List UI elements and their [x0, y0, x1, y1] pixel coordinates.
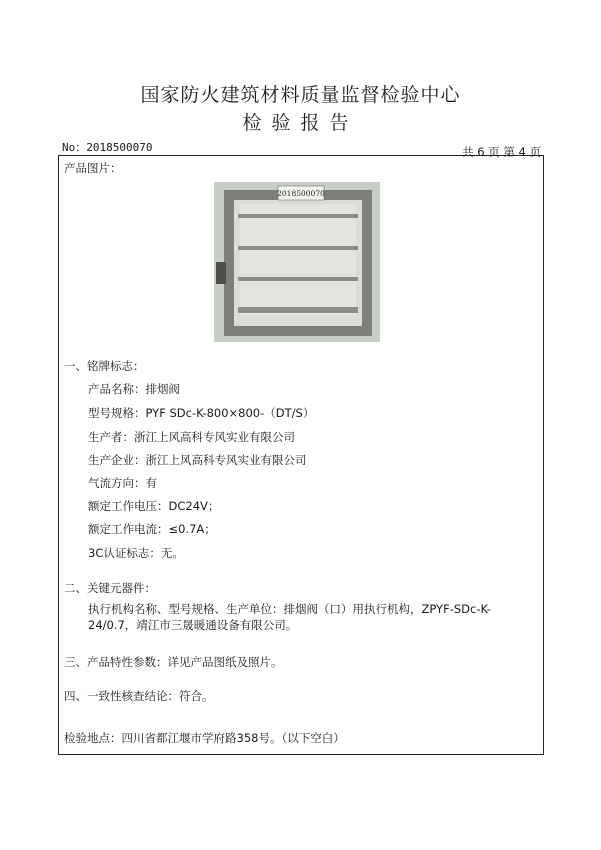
cert-mark: 3C认证标志：无。 [88, 546, 184, 560]
characteristics: 三、产品特性参数：详见产品图纸及照片。 [64, 655, 283, 669]
product-photo [214, 182, 380, 342]
org-title: 国家防火建筑材料质量监督检验中心 [140, 84, 461, 106]
airflow: 气流方向：有 [88, 476, 157, 490]
model-spec: 型号规格：PYF SDc-K-800×800-（DT/S） [88, 406, 315, 420]
voltage: 额定工作电压：DC24V； [88, 499, 220, 513]
enterprise: 生产企业：浙江上风高科专风实业有限公司 [88, 453, 307, 467]
producer: 生产者：浙江上风高科专风实业有限公司 [88, 430, 295, 444]
components-text: 执行机构名称、型号规格、生产单位：排烟阀（口）用执行机构，ZPYF-SDc-K-24/0.7，靖江市三晟暖通设备有限公司。 [88, 602, 491, 632]
report-number: No：2018500070 [62, 141, 153, 154]
nameplate-heading: 一、铭牌标志： [64, 359, 145, 373]
report-title: 检验报告 [242, 112, 359, 134]
page-info: 共 6 页 第 4 页 [462, 145, 541, 159]
photo-label: 产品图片： [64, 161, 122, 175]
location: 检验地点：四川省都江堰市学府路358号。（以下空白） [64, 731, 345, 745]
product-name: 产品名称：排烟阀 [88, 382, 180, 396]
current: 额定工作电流：≤0.7A； [88, 522, 216, 536]
conclusion: 四、一致性核查结论：符合。 [64, 689, 214, 703]
components-heading: 二、关键元器件： [64, 581, 156, 595]
photo-tag: 2018500070 [277, 189, 325, 198]
